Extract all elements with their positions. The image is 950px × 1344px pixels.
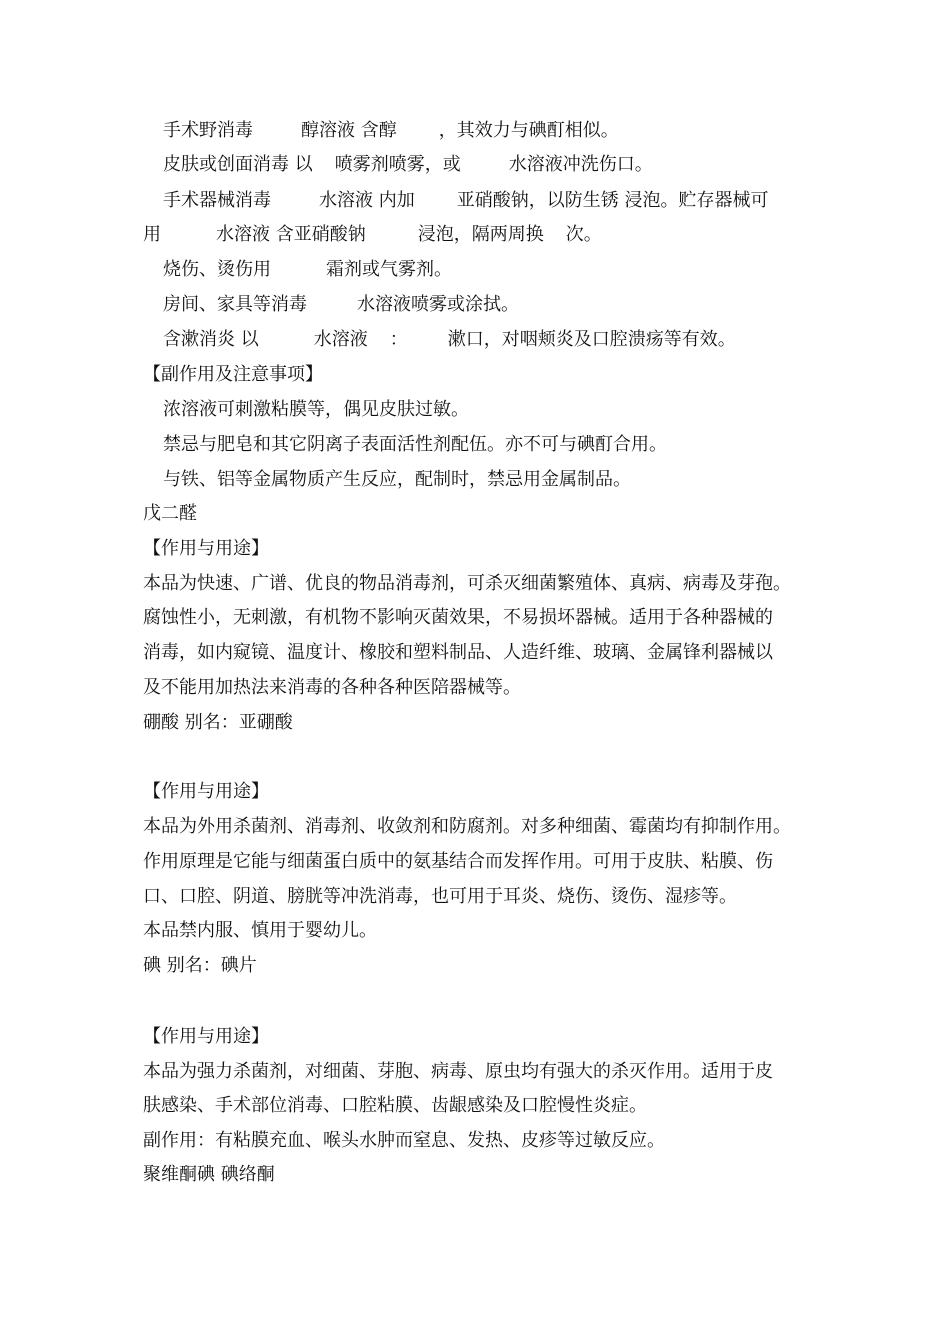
body-line: 副作用：有粘膜充血、喉头水肿而窒息、发热、皮疹等过敏反应。 (143, 1130, 665, 1151)
side-effect-line: 浓溶液可刺激粘膜等，偶见皮肤过敏。 (163, 399, 469, 420)
usage-line-4 (143, 218, 813, 252)
side-effect-line: 禁忌与肥皂和其它阴离子表面活性剂配伍。亦不可与碘酊合用。 (163, 434, 667, 455)
usage-part: ，其效力与碘酊相似。 (438, 120, 619, 141)
usage-part: 含漱消炎 以 (163, 329, 259, 350)
usage-line-3 (163, 184, 833, 218)
usage-part: 醇溶液 含醇 (301, 120, 397, 141)
drug-title: 硼酸 别名：亚硼酸 (143, 712, 293, 733)
usage-part: 水溶液冲洗伤口。 (508, 154, 653, 175)
usage-part: 漱口，对咽颊炎及口腔溃疡等有效。 (447, 329, 736, 350)
body-line: 本品为快速、广谱、优良的物品消毒剂，可杀灭细菌繁殖体、真病、病毒及芽孢。 (143, 573, 791, 594)
section-heading: 【作用与用途】 (143, 538, 269, 559)
body-line: 消毒，如内窥镜、温度计、橡胶和塑料制品、人造纤维、玻璃、金属锋利器械以 (143, 642, 773, 663)
body-line: 本品禁内服、慎用于婴幼儿。 (143, 920, 377, 941)
usage-line-5 (163, 253, 833, 287)
usage-part: 烧伤、烫伤用 (163, 259, 271, 280)
usage-part: 手术器械消毒 (163, 190, 271, 211)
body-line: 本品为强力杀菌剂，对细菌、芽胞、病毒、原虫均有强大的杀灭作用。适用于皮 (143, 1061, 773, 1082)
usage-part: 皮肤或创面消毒 以 (163, 154, 313, 175)
usage-part: 房间、家具等消毒 (163, 294, 307, 315)
usage-part: 水溶液 含亚硝酸钠 (216, 224, 366, 245)
usage-line-7 (163, 323, 833, 357)
body-line: 本品为外用杀菌剂、消毒剂、收敛剂和防腐剂。对多种细菌、霉菌均有抑制作用。 (143, 816, 791, 837)
section-heading: 【作用与用途】 (143, 781, 269, 802)
usage-part: 喷雾剂喷雾，或 (334, 154, 461, 175)
usage-line-6 (163, 288, 833, 322)
usage-part: 水溶液 (313, 329, 368, 350)
body-line: 腐蚀性小，无刺激，有机物不影响灭菌效果，不易损坏器械。适用于各种器械的 (143, 607, 773, 628)
usage-part: 次。 (565, 224, 602, 245)
usage-part: 亚硝酸钠，以防生锈 浸泡。贮存器械可 (456, 190, 769, 211)
drug-title: 聚维酮碘 碘络酮 (143, 1164, 275, 1185)
section-heading: 【作用与用途】 (143, 1026, 269, 1047)
usage-part: 浸泡，隔两周换 (417, 224, 544, 245)
drug-title: 戊二醛 (143, 503, 197, 524)
section-heading: 【副作用及注意事项】 (143, 364, 323, 385)
usage-part: 用 (143, 224, 161, 245)
usage-line-2 (163, 148, 833, 182)
usage-part: 水溶液喷雾或涂拭。 (357, 294, 519, 315)
body-line: 作用原理是它能与细菌蛋白质中的氨基结合而发挥作用。可用于皮肤、粘膜、伤 (143, 851, 773, 872)
usage-part: 水溶液 内加 (319, 190, 415, 211)
usage-line-1 (163, 114, 833, 148)
body-line: 口、口腔、阴道、膀胱等冲洗消毒，也可用于耳炎、烧伤、烫伤、湿疹等。 (143, 886, 737, 907)
side-effect-line: 与铁、铝等金属物质产生反应，配制时，禁忌用金属制品。 (163, 469, 631, 490)
usage-part: ： (389, 329, 408, 350)
body-line: 及不能用加热法来消毒的各种各种医陪器械等。 (143, 677, 521, 698)
usage-part: 霜剂或气雾剂。 (326, 259, 452, 280)
drug-title: 碘 别名：碘片 (143, 955, 257, 976)
body-line: 肤感染、手术部位消毒、口腔粘膜、齿龈感染及口腔慢性炎症。 (143, 1095, 647, 1116)
usage-part: 手术野消毒 (163, 120, 253, 141)
